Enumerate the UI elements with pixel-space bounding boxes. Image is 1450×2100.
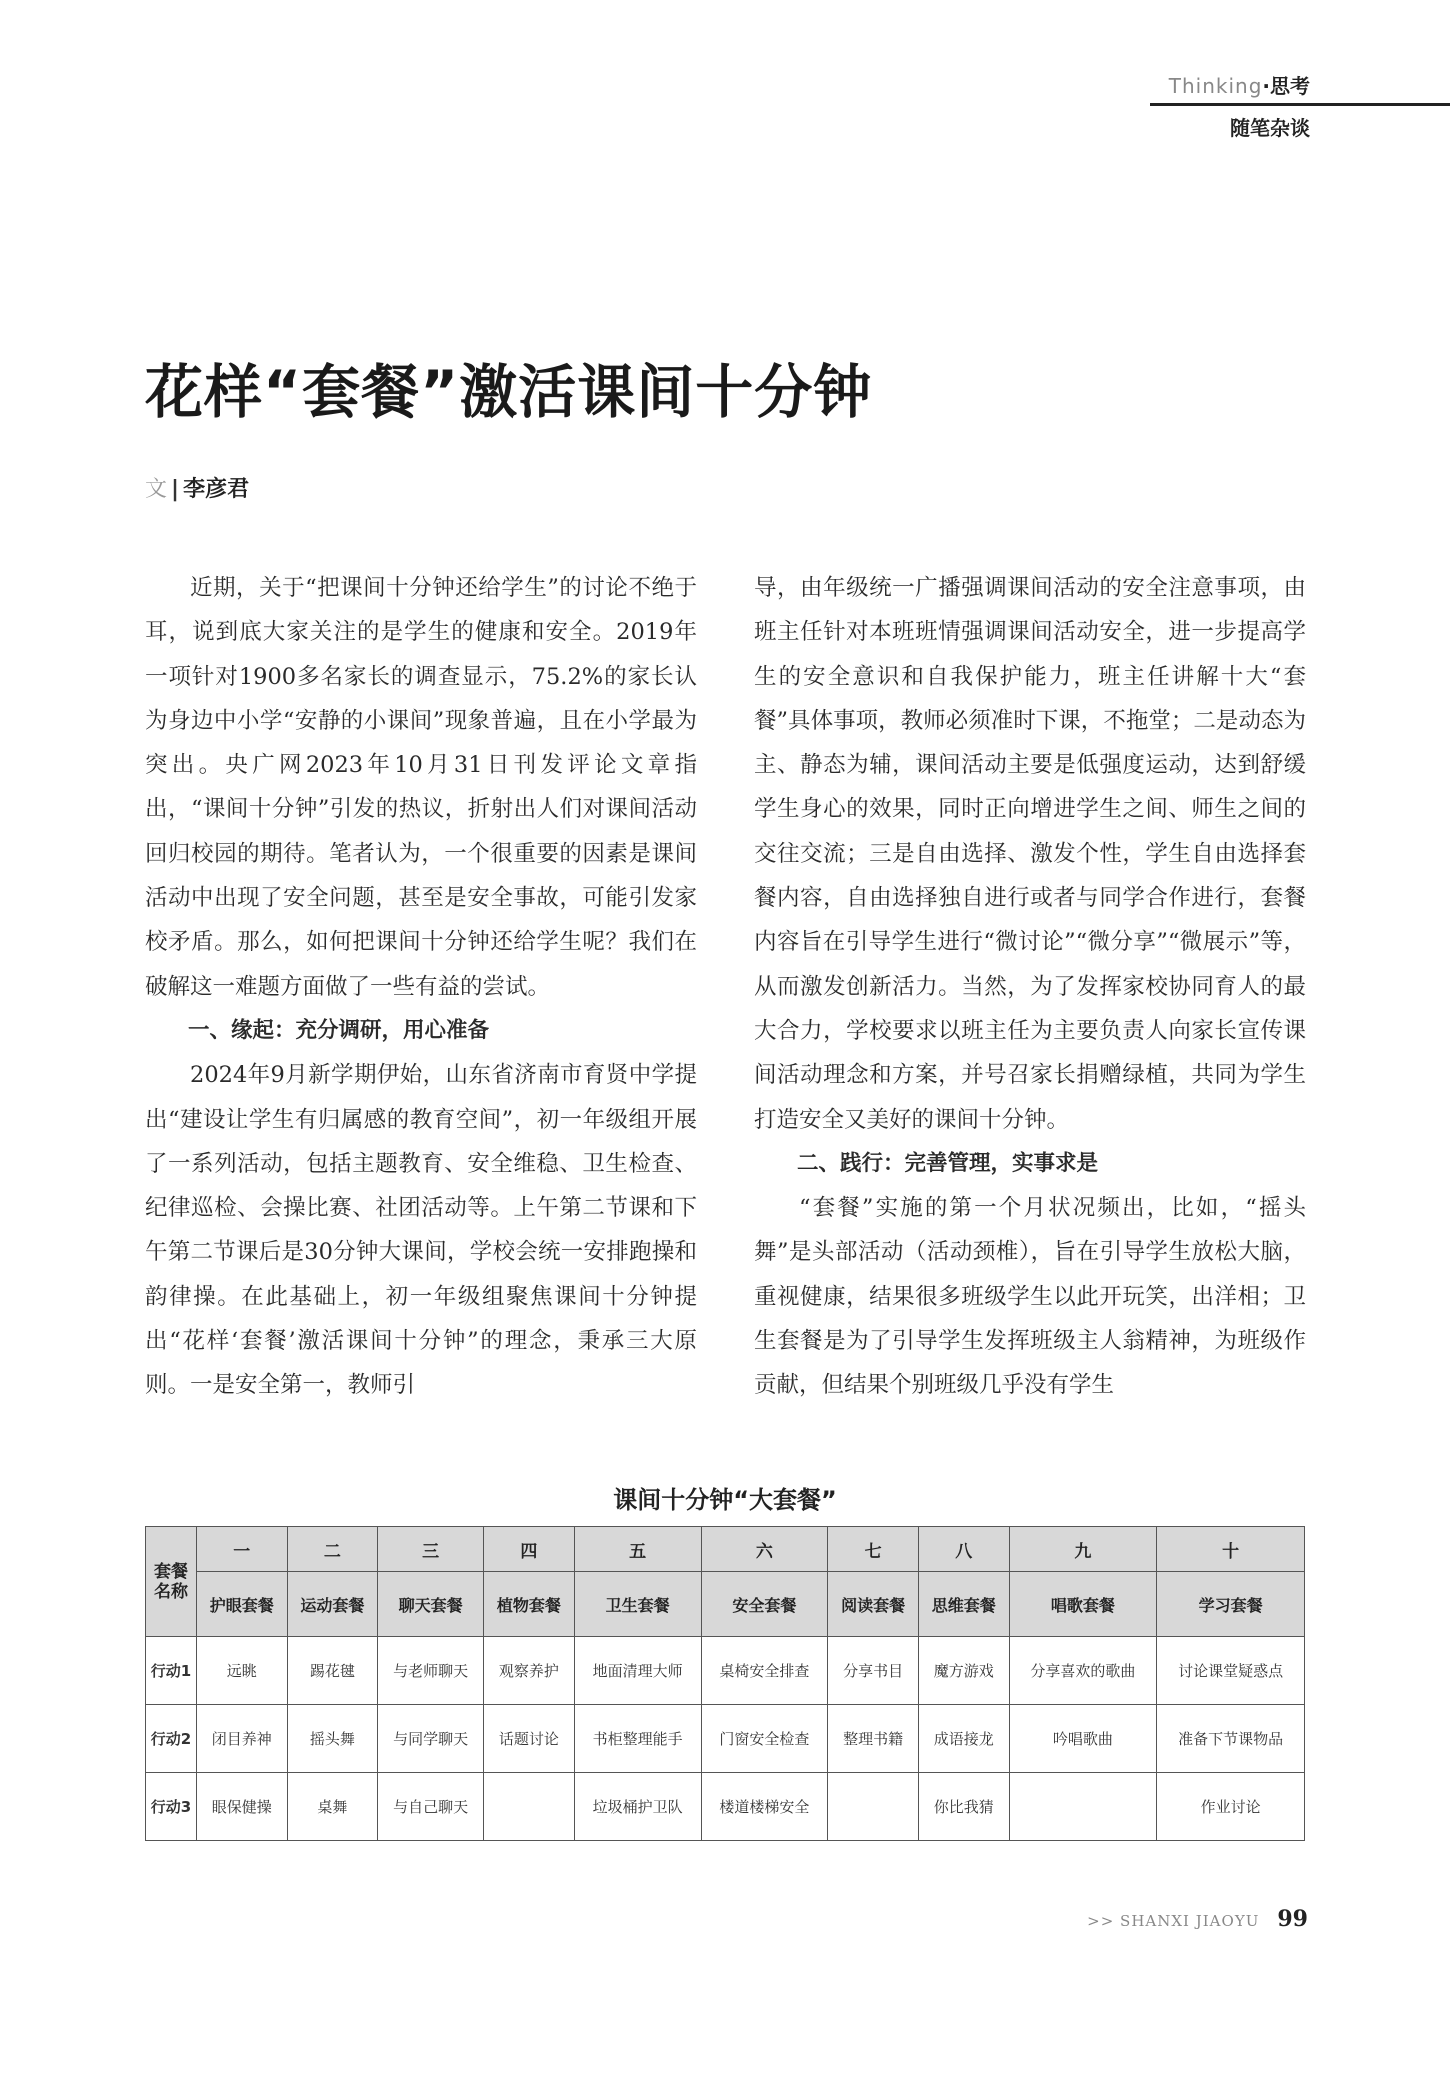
- package-number: 十: [1157, 1527, 1305, 1572]
- page-number: 99: [1277, 1906, 1308, 1932]
- table-row: [146, 1773, 1305, 1841]
- table-cell: 你比我猜: [918, 1773, 1009, 1841]
- package-number: 四: [484, 1527, 575, 1572]
- action-label: 行动2: [146, 1705, 197, 1773]
- package-name: 护眼套餐: [197, 1572, 288, 1637]
- package-number: 九: [1009, 1527, 1157, 1572]
- header-section-cn: 思考: [1270, 74, 1310, 98]
- left-column: [145, 566, 697, 1408]
- action-label: 行动1: [146, 1637, 197, 1705]
- table-cell: 魔方游戏: [918, 1637, 1009, 1705]
- table-cell: 分享喜欢的歌曲: [1009, 1637, 1157, 1705]
- table-cell: 门窗安全检查: [701, 1705, 828, 1773]
- table-cell: [1009, 1773, 1157, 1841]
- paragraph: 近期，关于“把课间十分钟还给学生”的讨论不绝于耳，说到底大家关注的是学生的健康和安全。2019年一项针对1900多名家长的调查显示，75.2%的家长认为身边中小学“安静的小课间”现象普遍，且在小学最为突出。央广网2023年10月31日刊发评论文章指出，“课间十分钟”引发的热议，折射出人们对课间活动回归校园的期待。笔者认为，一个很重要的因素是课间活动中出现了安全问题，甚至是安全事故，可能引发家校矛盾。那么，如何把课间十分钟还给学生呢？我们在破解这一难题方面做了一些有益的尝试。: [145, 575, 697, 1000]
- table-cell: 与自己聊天: [378, 1773, 484, 1841]
- header-section-en: Thinking: [1168, 74, 1263, 98]
- table-cell: 成语接龙: [918, 1705, 1009, 1773]
- table-cell: 准备下节课物品: [1157, 1705, 1305, 1773]
- package-number: 二: [287, 1527, 378, 1572]
- table-cell: [484, 1773, 575, 1841]
- paragraph: 导，由年级统一广播强调课间活动的安全注意事项，由班主任针对本班班情强调课间活动安全，进一步提高学生的安全意识和自我保护能力，班主任讲解十大“套餐”具体事项，教师必须准时下课，不拖堂；二是动态为主、静态为辅，课间活动主要是低强度运动，达到舒缓学生身心的效果，同时正向增进学生之间、师生之间的交往交流；三是自由选择、激发个性，学生自由选择套餐内容，自由选择独自进行或者与同学合作进行，套餐内容旨在引导学生进行“微讨论”“微分享”“微展示”等，从而激发创新活力。当然，为了发挥家校协同育人的最大合力，学校要求以班主任为主要负责人向家长宣传课间活动理念和方案，并号召家长捐赠绿植，共同为学生打造安全又美好的课间十分钟。: [754, 575, 1306, 1133]
- table-cell: 观察养护: [484, 1637, 575, 1705]
- package-number: 三: [378, 1527, 484, 1572]
- package-name: 思维套餐: [918, 1572, 1009, 1637]
- paragraph: 2024年9月新学期伊始，山东省济南市育贤中学提出“建设让学生有归属感的教育空间”，初一年级组开展了一系列活动，包括主题教育、安全维稳、卫生检查、纪律巡检、会操比赛、社团活动等。上午第二节课和下午第二节课后是30分钟大课间，学校会统一安排跑操和韵律操。在此基础上，初一年级组聚焦课间十分钟提出“花样‘套餐’激活课间十分钟”的理念，秉承三大原则。一是安全第一，教师引: [145, 1062, 697, 1399]
- package-name: 阅读套餐: [828, 1572, 919, 1637]
- table-row-numbers: [146, 1527, 1305, 1572]
- package-number: 六: [701, 1527, 828, 1572]
- magazine-name: >> SHANXI JIAOYU: [1087, 1912, 1260, 1930]
- running-header: [1150, 70, 1450, 141]
- right-column: [754, 566, 1306, 1408]
- byline-separator: |: [171, 477, 180, 502]
- table-cell: 作业讨论: [1157, 1773, 1305, 1841]
- table-cell: 踢花毽: [287, 1637, 378, 1705]
- table-cell: [828, 1773, 919, 1841]
- package-name: 学习套餐: [1157, 1572, 1305, 1637]
- table-cell: 楼道楼梯安全: [701, 1773, 828, 1841]
- package-name: 运动套餐: [287, 1572, 378, 1637]
- table-cell: 讨论课堂疑惑点: [1157, 1637, 1305, 1705]
- table-row-names: [146, 1572, 1305, 1637]
- table-cell: 闭目养神: [197, 1705, 288, 1773]
- table-cell: 垃圾桶护卫队: [574, 1773, 701, 1841]
- table-cell: 话题讨论: [484, 1705, 575, 1773]
- table-corner-label: [146, 1527, 197, 1637]
- header-separator: ·: [1262, 74, 1270, 98]
- package-name: 卫生套餐: [574, 1572, 701, 1637]
- table-cell: 摇头舞: [287, 1705, 378, 1773]
- paragraph: “套餐”实施的第一个月状况频出，比如，“摇头舞”是头部活动（活动颈椎），旨在引导学生放松大脑，重视健康，结果很多班级学生以此开玩笑，出洋相；卫生套餐是为了引导学生发挥班级主人翁精神，为班级作贡献，但结果个别班级几乎没有学生: [754, 1195, 1306, 1399]
- package-name: 聊天套餐: [378, 1572, 484, 1637]
- page-footer: [1087, 1906, 1308, 1932]
- header-section: [1150, 70, 1450, 99]
- table-cell: 整理书籍: [828, 1705, 919, 1773]
- table-cell: 远眺: [197, 1637, 288, 1705]
- package-number: 一: [197, 1527, 288, 1572]
- table-cell: 桌舞: [287, 1773, 378, 1841]
- table-cell: 书柜整理能手: [574, 1705, 701, 1773]
- section-heading: 一、缘起：充分调研，用心准备: [188, 1017, 490, 1043]
- article-title: 花样“套餐”激活课间十分钟: [145, 358, 873, 426]
- table-cell: 地面清理大师: [574, 1637, 701, 1705]
- package-name: 植物套餐: [484, 1572, 575, 1637]
- activity-table: [145, 1526, 1305, 1841]
- author-name: 李彦君: [183, 477, 250, 502]
- table-title: 课间十分钟“大套餐”: [613, 1486, 837, 1514]
- table-cell: 与同学聊天: [378, 1705, 484, 1773]
- table-cell: 分享书目: [828, 1637, 919, 1705]
- action-label: 行动3: [146, 1773, 197, 1841]
- table-cell: 吟唱歌曲: [1009, 1705, 1157, 1773]
- package-number: 八: [918, 1527, 1009, 1572]
- table-cell: 眼保健操: [197, 1773, 288, 1841]
- corner-label-text: 套餐 名称: [154, 1561, 188, 1602]
- package-name: 唱歌套餐: [1009, 1572, 1157, 1637]
- table-cell: 与老师聊天: [378, 1637, 484, 1705]
- byline: [145, 472, 249, 503]
- header-rule: [1150, 103, 1450, 106]
- byline-prefix: 文: [145, 477, 168, 502]
- table-cell: 桌椅安全排查: [701, 1637, 828, 1705]
- package-number: 五: [574, 1527, 701, 1572]
- section-heading: 二、践行：完善管理，实事求是: [797, 1150, 1099, 1176]
- package-number: 七: [828, 1527, 919, 1572]
- header-column: 随笔杂谈: [1230, 116, 1310, 140]
- table-row: [146, 1705, 1305, 1773]
- package-name: 安全套餐: [701, 1572, 828, 1637]
- table-row: [146, 1637, 1305, 1705]
